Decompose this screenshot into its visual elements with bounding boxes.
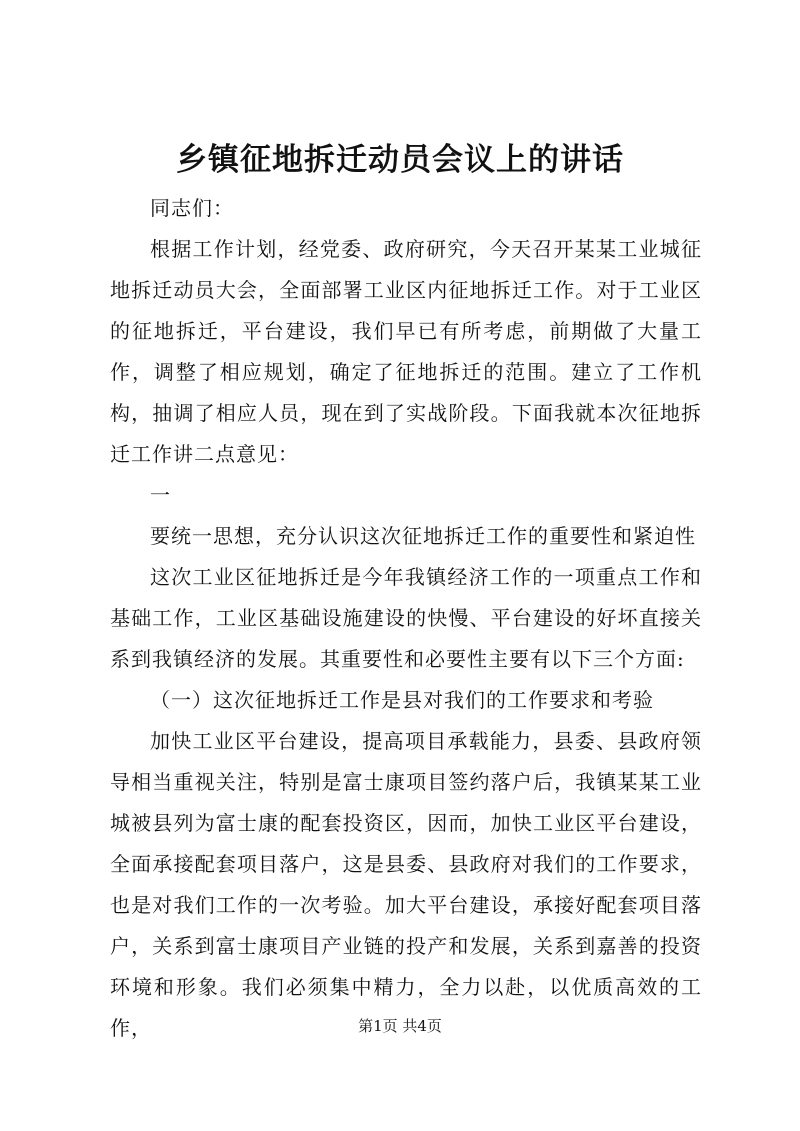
salutation: 同志们： [150,196,234,220]
section-heading: 要统一思想，充分认识这次征地拆迁工作的重要性和紧迫性 [150,524,696,548]
page-footer: 第1页 共4页 [358,1017,442,1035]
paragraph-platform: 加快工业区平台建设，提高项目承载能力，县委、县政府领导相当重视关注，特别是富士康项目签约落户后，我镇某某工业城被县列为富士康的配套投资区，因而，加快工业区平台建设，全面承接配套项目落户，这是县委、县政府对我们的工作要求，也是对我们工作的一次考验。加大平台建设，承接好配套项目落户，关系到富士康项目产业链的投产和发展，关系到嘉善的投资环境和形象。我们必须集中精力，全力以赴，以优质高效的工作， [110,729,702,1040]
subsection-heading: （一）这次征地拆迁工作是县对我们的工作要求和考验 [150,688,654,712]
document-body [110,188,702,1049]
document-title: 乡镇征地拆迁动员会议上的讲话 [176,142,624,178]
paragraph-importance: 这次工业区征地拆迁是今年我镇经济工作的一项重点工作和基础工作，工业区基础设施建设的快慢、平台建设的好坏直接关系到我镇经济的发展。其重要性和必要性主要有以下三个方面: [110,565,702,671]
paragraph-intro: 根据工作计划，经党委、政府研究，今天召开某某工业城征地拆迁动员大会，全面部署工业区内征地拆迁工作。对于工业区的征地拆迁，平台建设，我们早已有所考虑，前期做了大量工作，调整了相应规划，确定了征地拆迁的范围。建立了工作机构，抽调了相应人员，现在到了实战阶段。下面我就本次征地拆迁工作讲二点意见： [110,237,702,466]
section-number: 一 [150,483,171,507]
